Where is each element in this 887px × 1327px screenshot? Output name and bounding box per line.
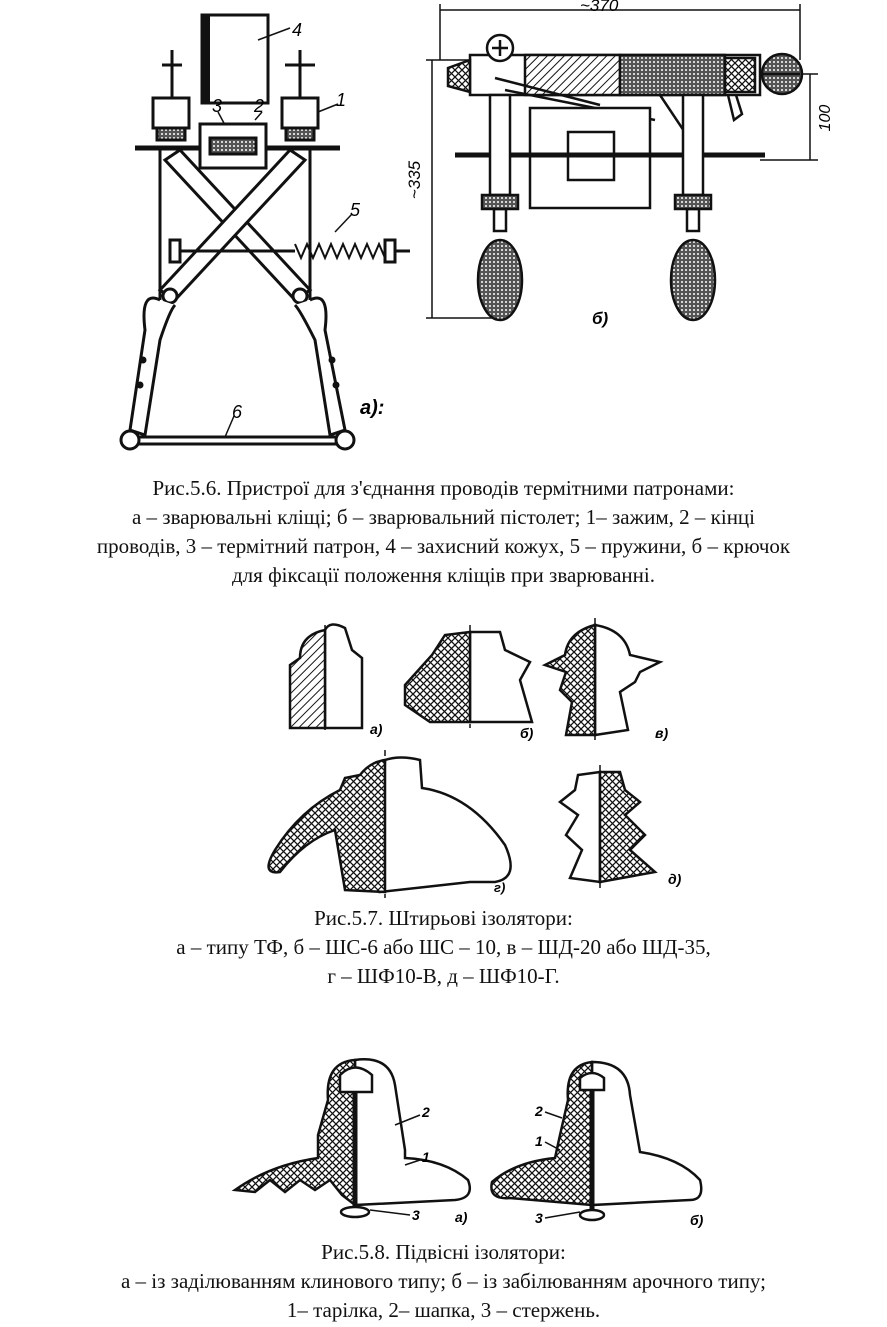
label-a-1: 1 [422,1149,430,1165]
caption-line: 1– тарілка, 2– шапка, 3 – стержень. [286,1298,601,1322]
caption-line: а – типу ТФ, б – ШС-6 або ШС – 10, в – ШД-20 або ШД-35, [176,935,711,959]
figure-5-6-caption [0,474,887,590]
insulator-shs-drawing [405,625,532,728]
label-b-1: 1 [535,1133,543,1149]
label-b: б) [592,309,609,328]
insulator-shd-drawing [545,618,660,740]
figure-5-7-caption [0,904,887,991]
label-tf: а) [370,721,383,737]
suspension-insulator-wedge-drawing [235,1059,470,1217]
insulator-shf10-g-drawing [560,765,655,890]
insulator-tf-drawing [290,624,362,732]
welding-pliers-drawing [121,15,410,449]
dimension-100: 100 [817,104,834,132]
label-3: 3 [212,96,223,116]
label-b-3: 3 [535,1210,543,1226]
label-shf10-g: д) [668,871,682,887]
figure-5-7-drawing [0,610,887,910]
label-1: 1 [336,90,347,110]
caption-line: г – ШФ10-В, д – ШФ10-Г. [327,964,560,988]
label-a-2: 2 [422,1104,430,1120]
label-6: 6 [232,402,243,422]
label-shs: б) [520,725,534,741]
label-shd: в) [655,725,669,741]
figure-5-6-drawing [0,0,887,465]
label-5: 5 [350,200,361,220]
figure-5-8-drawing [0,1040,887,1240]
label-a: а): [360,397,385,419]
dimension-height: ~335 [405,160,424,200]
dimension-width: ~370 [580,0,619,15]
caption-line: для фіксації положення кліщів при зварюванні. [232,563,655,587]
label-a-3: 3 [412,1207,420,1223]
insulator-shf10-v-drawing [269,750,511,898]
label-arch: б) [690,1212,704,1228]
label-2: 2 [254,96,265,116]
caption-line: Рис.5.6. Пристрої для з'єднання проводів термітними патронами: [152,476,735,500]
caption-line: а – зварювальні кліщі; б – зварювальний пістолет; 1– зажим, 2 – кінці [131,505,756,529]
suspension-insulator-arch-drawing [491,1062,701,1220]
label-wedge: а) [455,1209,468,1225]
label-shf10-v: г) [494,880,506,895]
caption-line: проводів, 3 – термітний патрон, 4 – захисний кожух, 5 – пружини, б – крючок [96,534,791,558]
welding-pistol-drawing [426,4,818,320]
label-4: 4 [292,20,303,40]
caption-line: Рис.5.8. Підвісні ізолятори: [321,1240,566,1264]
figure-5-8-caption [0,1238,887,1325]
label-b-2: 2 [535,1103,543,1119]
caption-line: Рис.5.7. Штирьові ізолятори: [314,906,573,930]
caption-line: а – із заділюванням клинового типу; б – із забілюванням арочного типу; [120,1269,766,1293]
